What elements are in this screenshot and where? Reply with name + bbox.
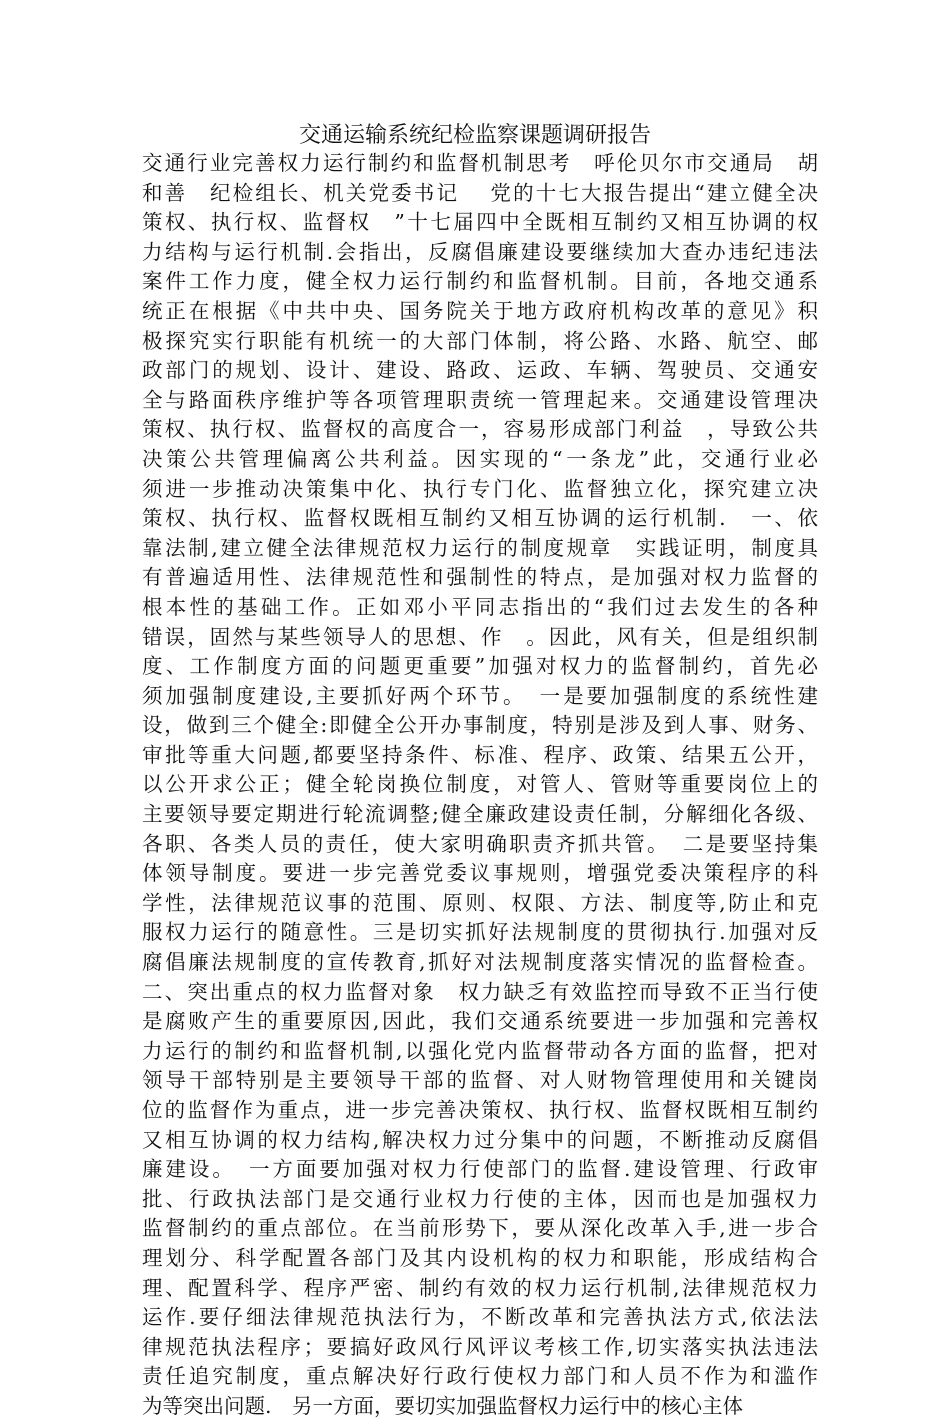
body-line: 策权、执行权、监督权既相互制约又相互协调的运行机制. 一、依 [142,506,818,531]
body-line: 为等突出问题. 另一方面，要切实加强监督权力运行中的核心主体 [142,1393,744,1418]
body-line: 责任追究制度，重点解决好行政行使权力部门和人员不作为和滥作 [142,1364,818,1389]
body-line: 策权、执行权、监督权的高度合一，容易形成部门利益 ，导致公共 [142,417,818,442]
body-line: 统正在根据《中共中央、国务院关于地方政府机构改革的意见》积 [142,298,818,323]
document-body [142,149,818,1422]
document-title: 交通运输系统纪检监察课题调研报告 [298,123,651,148]
body-line: 策权、执行权、监督权 ”十七届四中全既相互制约又相互协调的权 [142,210,818,235]
body-line: 以公开求公正；健全轮岗换位制度，对管人、管财等重要岗位上的 [142,772,818,797]
body-line: 领导干部特别是主要领导干部的监督、对人财物管理使用和关键岗 [142,1068,818,1093]
body-line: 各职、各类人员的责任，使大家明确职责齐抓共管。 二是要坚持集 [142,831,818,856]
body-line: 力结构与运行机制.会指出，反腐倡廉建设要继续加大查办违纪违法 [142,239,818,264]
body-line: 律规范执法程序；要搞好政风行风评议考核工作,切实落实执法违法 [142,1334,818,1359]
body-line: 案件工作力度，健全权力运行制约和监督机制。目前，各地交通系 [142,269,818,294]
body-line: 政部门的规划、设计、建设、路政、运政、车辆、驾驶员、交通安 [142,358,818,383]
body-line: 学性，法律规范议事的范围、原则、权限、方法、制度等,防止和克 [142,890,818,915]
body-line: 力运行的制约和监督机制,以强化党内监督带动各方面的监督，把对 [142,1038,818,1063]
body-line: 又相互协调的权力结构,解决权力过分集中的问题，不断推动反腐倡 [142,1127,818,1152]
body-line: 有普遍适用性、法律规范性和强制性的特点，是加强对权力监督的 [142,565,818,590]
body-line: 设，做到三个健全:即健全公开办事制度，特别是涉及到人事、财务、 [142,713,818,738]
body-line: 错误，固然与某些领导人的思想、作 。因此，风有关，但是组织制 [142,624,818,649]
body-line: 批、行政执法部门是交通行业权力行使的主体，因而也是加强权力 [142,1186,818,1211]
body-line: 全与路面秩序维护等各项管理职责统一管理起来。交通建设管理决 [142,387,818,412]
body-line: 体领导制度。要进一步完善党委议事规则，增强党委决策程序的科 [142,861,818,886]
body-line: 度、工作制度方面的问题更重要”加强对权力的监督制约，首先必 [142,654,818,679]
body-line: 须进一步推动决策集中化、执行专门化、监督独立化，探究建立决 [142,476,818,501]
body-line: 廉建设。 一方面要加强对权力行使部门的监督.建设管理、行政审 [142,1157,818,1182]
body-line: 极探究实行职能有机统一的大部门体制，将公路、水路、航空、邮 [142,328,818,353]
body-line: 服权力运行的随意性。三是切实抓好法规制度的贯彻执行.加强对反 [142,920,818,945]
body-line: 监督制约的重点部位。在当前形势下，要从深化改革入手,进一步合 [142,1216,818,1241]
body-line: 理划分、科学配置各部门及其内设机构的权力和职能，形成结构合 [142,1245,818,1270]
body-line: 审批等重大问题,都要坚持条件、标准、程序、政策、结果五公开， [142,742,818,767]
body-line: 决策公共管理偏离公共利益。因实现的“一条龙”此，交通行业必 [142,446,818,471]
body-line: 和善 纪检组长、机关党委书记 党的十七大报告提出“建立健全决 [142,180,818,205]
body-line: 主要领导要定期进行轮流调整;健全廉政建设责任制，分解细化各级、 [142,802,818,827]
body-line: 理、配置科学、程序严密、制约有效的权力运行机制,法律规范权力 [142,1275,818,1300]
body-line: 腐倡廉法规制度的宣传教育,抓好对法规制度落实情况的监督检查。 [142,950,818,975]
body-line: 须加强制度建设,主要抓好两个环节。 一是要加强制度的系统性建 [142,683,818,708]
body-line: 交通行业完善权力运行制约和监督机制思考 呼伦贝尔市交通局 胡 [142,151,818,175]
body-line: 是腐败产生的重要原因,因此，我们交通系统要进一步加强和完善权 [142,1009,818,1034]
body-line: 靠法制,建立健全法律规范权力运行的制度规章 实践证明，制度具 [142,535,818,560]
body-line: 运作.要仔细法律规范执法行为，不断改革和完善执法方式,依法法 [142,1305,818,1330]
body-line: 根本性的基础工作。正如邓小平同志指出的“我们过去发生的各种 [142,594,818,619]
body-line: 位的监督作为重点，进一步完善决策权、执行权、监督权既相互制约 [142,1098,818,1122]
body-line: 二、突出重点的权力监督对象 权力缺乏有效监控而导致不正当行使 [142,979,818,1004]
